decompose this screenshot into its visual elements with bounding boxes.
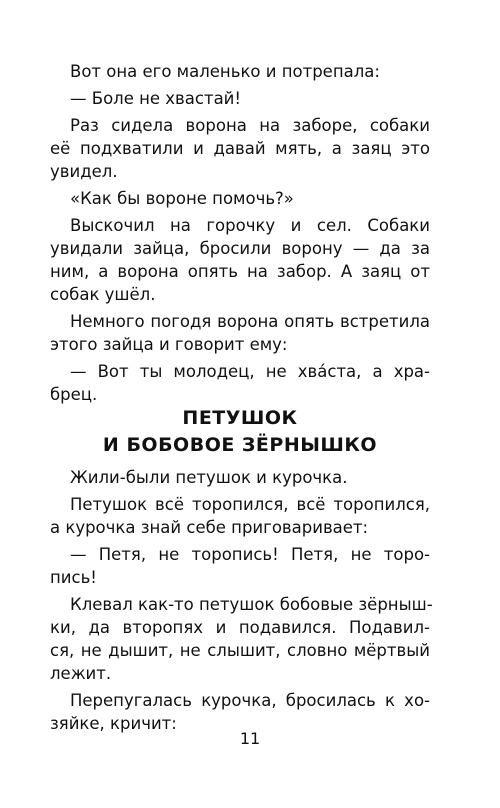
story-text-top xyxy=(50,60,430,406)
bottom-paragraph xyxy=(50,593,433,685)
top-paragraph xyxy=(50,87,430,110)
bottom-paragraph xyxy=(50,493,430,539)
text-line: этого зайца и говорит ему: xyxy=(50,335,288,354)
page-number: 11 xyxy=(239,729,261,748)
text-line: ним, а ворона опять на забор. А заяц от xyxy=(50,262,430,281)
top-paragraph xyxy=(50,114,430,183)
bottom-paragraph xyxy=(50,543,430,589)
text-line: Петушок всё торопился, всё торопился, xyxy=(70,495,430,514)
text-line: пись! xyxy=(50,568,97,587)
top-paragraph xyxy=(50,310,430,356)
text-line: — Вот ты молодец, не хва́ста, а хра- xyxy=(70,362,430,381)
story-text-bottom xyxy=(50,466,433,735)
text-line: увидали зайца, бросили ворону — да за xyxy=(50,239,430,258)
text-line: Клевал как-то петушок бобовые зёрныш- xyxy=(70,595,433,614)
top-paragraph xyxy=(50,214,430,306)
text-line: «Как бы вороне помочь?» xyxy=(70,189,294,208)
top-paragraph xyxy=(50,187,430,210)
bottom-paragraph xyxy=(50,466,430,489)
text-line: её подхватили и давай мять, а заяц это xyxy=(50,139,430,158)
text-line: Вот она его маленько и потрепала: xyxy=(70,62,380,81)
text-line: зяйке, кричит: xyxy=(50,714,177,733)
text-line: Немного погодя ворона опять встретила xyxy=(70,312,430,331)
text-line: — Боле не хвастай! xyxy=(70,89,242,108)
text-line: брец. xyxy=(50,385,98,404)
text-line: Жили-были петушок и курочка. xyxy=(70,468,348,487)
text-line: Перепугалась курочка, бросилась к хо- xyxy=(70,691,430,710)
text-line: а курочка знай себе приговаривает: xyxy=(50,518,369,537)
text-line: ся, не дышит, не слышит, словно мёртвый xyxy=(50,641,430,660)
heading-line-2: И БОБОВОЕ ЗЁРНЫШКО xyxy=(102,434,378,456)
top-paragraph xyxy=(50,60,430,83)
text-line: собак ушёл. xyxy=(50,285,156,304)
story-heading xyxy=(50,405,430,459)
text-line: увидел. xyxy=(50,162,118,181)
text-line: Выскочил на горочку и сел. Собаки xyxy=(70,216,430,235)
text-line: Раз сидела ворона на заборе, собаки xyxy=(70,116,430,135)
text-line: ки, да второпях и подавился. Подавил- xyxy=(50,618,430,637)
heading-line-1: ПЕТУШОК xyxy=(182,407,298,429)
text-line: лежит. xyxy=(50,664,112,683)
text-line: — Петя, не торопись! Петя, не торо- xyxy=(70,545,430,564)
top-paragraph xyxy=(50,360,430,406)
